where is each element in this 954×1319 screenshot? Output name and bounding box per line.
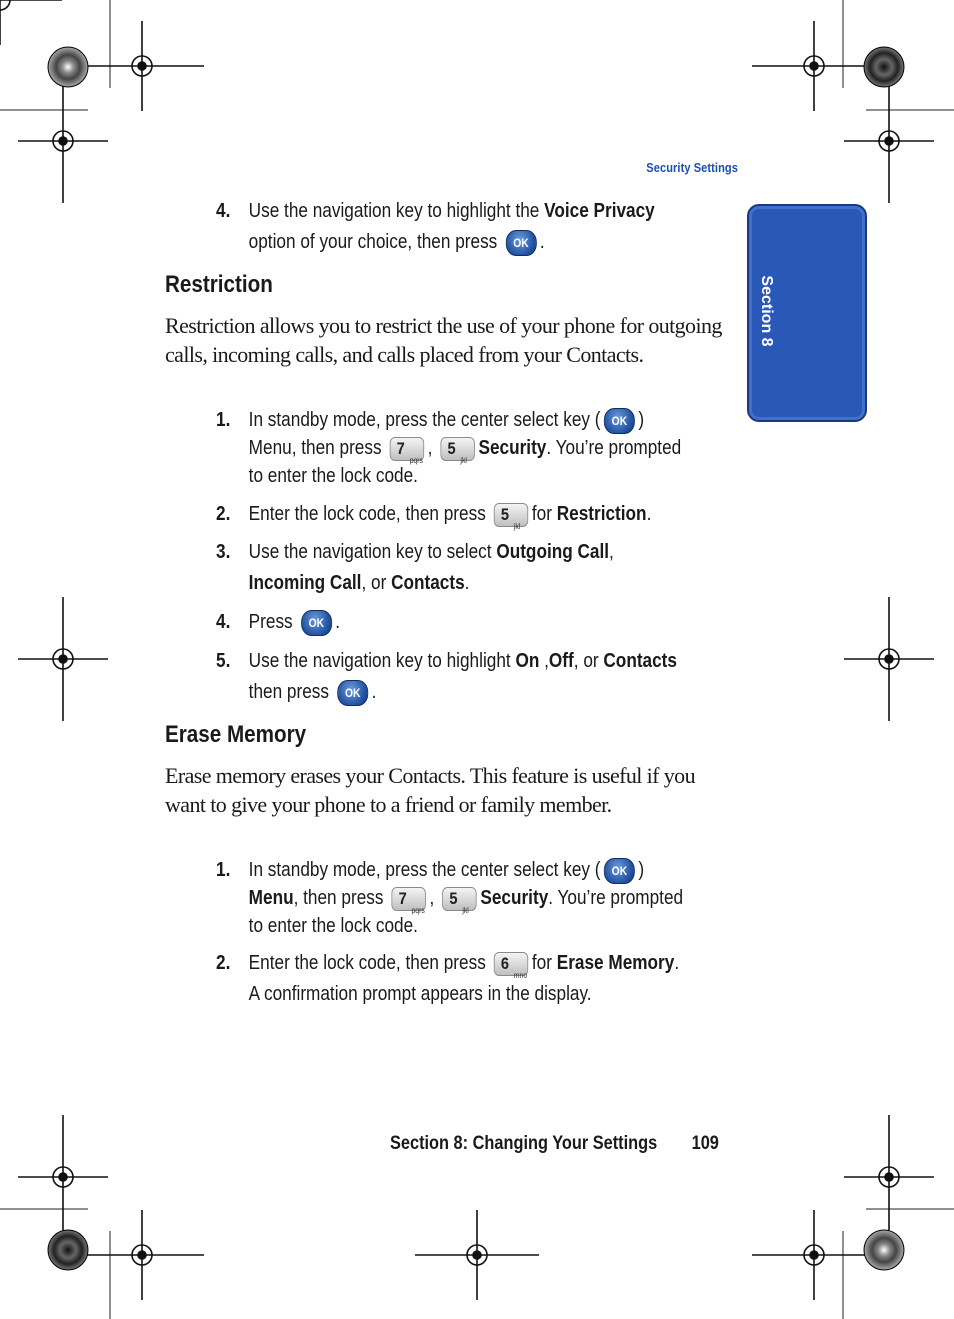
restriction-description: Restriction allows you to restrict the use of your phone for outgoing calls, incoming calls, and calls placed from your Contacts. <box>165 313 722 367</box>
ok-key-icon: OK <box>505 230 536 256</box>
running-header: Security Settings <box>646 160 738 175</box>
section-heading-restriction: Restriction <box>165 271 273 298</box>
section-heading-erase-memory: Erase Memory <box>165 721 307 748</box>
key-5-icon: 5 jkl <box>441 437 475 461</box>
erase-memory-description: Erase memory erases your Contacts. This feature is useful if you want to give your phone to a friend or family member. <box>165 763 695 817</box>
key-5-icon: 5 jkl <box>494 503 528 527</box>
key-6-icon: 6 mno <box>494 952 528 976</box>
step-number: 4. <box>216 200 231 222</box>
footer-section-title: Section 8: Changing Your Settings <box>390 1133 658 1154</box>
page-footer <box>390 1133 719 1155</box>
ok-key-icon: OK <box>301 610 332 636</box>
ok-key-icon: OK <box>604 858 635 884</box>
page-number: 109 <box>691 1133 719 1154</box>
ok-key-icon: OK <box>604 408 635 434</box>
key-5-icon: 5 jkl <box>443 887 477 911</box>
section-tab-label: Section 8 <box>758 275 775 347</box>
key-7-icon: 7 pqrs <box>390 437 424 461</box>
key-7-icon: 7 pqrs <box>392 887 426 911</box>
ok-key-icon: OK <box>337 680 368 706</box>
